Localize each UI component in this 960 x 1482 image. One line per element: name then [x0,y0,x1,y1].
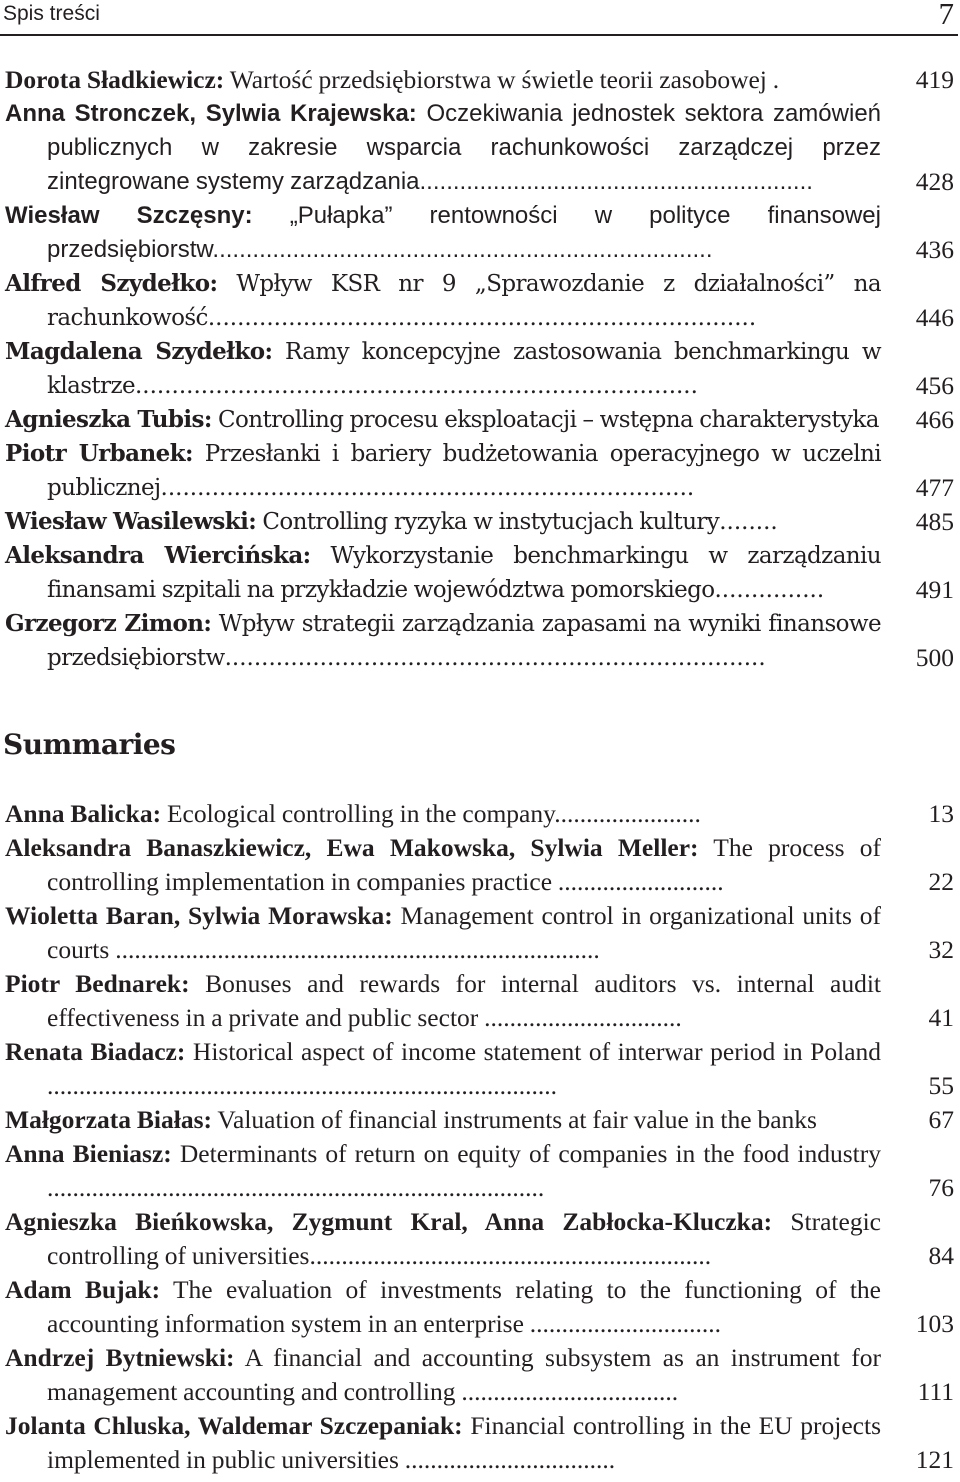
section-heading-summaries: Summaries [3,728,176,761]
toc-entry-leader: ............................................................... [309,1241,712,1270]
toc-entry-leader: ....................... [554,799,701,828]
toc-entry[interactable] [5,403,960,437]
toc-entry-text [5,437,881,505]
toc-entry-page: 436 [915,235,954,264]
toc-entry-text [5,797,881,831]
toc-entry-leader: ................................. [398,1445,616,1474]
toc-entry-page: 456 [915,371,954,400]
toc-entry-page: 55 [928,1071,954,1100]
toc-entry-page: 111 [917,1377,954,1406]
toc-entry-text [5,1035,881,1103]
toc-entry-page: 419 [915,65,954,94]
toc-entry[interactable] [5,437,960,505]
toc-entry-leader: ............................................................................. [134,373,698,399]
toc-entry[interactable] [5,97,960,199]
toc-entry-author: Magdalena Szydełko: [5,338,273,365]
toc-entry-leader: ................................................................................ [47,1071,557,1100]
toc-entry[interactable] [5,1341,960,1409]
toc-entry-author: Piotr Bednarek: [5,969,190,998]
toc-entry[interactable] [5,199,960,267]
toc-entry-text [5,1137,881,1205]
toc-entry[interactable] [5,1035,960,1103]
toc-entry-text [5,1273,881,1341]
toc-entry-title: Wpływ strategii zarządzania zapasami na wyniki finansowe przedsiębiorstw [47,611,881,671]
toc-entry-page: 22 [928,867,954,896]
toc-entry-text [5,1341,881,1409]
toc-entry-author: Aleksandra Banaszkiewicz, Ewa Makowska, Sylwia Meller: [5,833,699,862]
toc-entry-page: 13 [928,799,954,828]
toc-entry[interactable] [5,1205,960,1273]
toc-entry-author: Wiesław Szczęsny: [5,202,253,229]
toc-entry[interactable] [5,1409,960,1477]
toc-entry-title: Wykorzystanie benchmarkingu w zarządzaniu finansami szpitali na przykładzie województwa pomorskiego [47,543,881,603]
toc-entry-text [5,1409,881,1477]
toc-entry-text [5,403,881,437]
toc-entry-title: A financial and accounting subsystem as an instrument for management accounting and controlling [47,1343,881,1406]
toc-entry-title: Financial controlling in the EU projects implemented in public universities [47,1411,881,1474]
toc-entry-text [5,607,881,675]
toc-entry-author: Anna Stronczek, Sylwia Krajewska: [5,100,417,127]
toc-entry-text [5,335,881,403]
toc-entry-author: Andrzej Bytniewski: [5,1343,235,1372]
toc-entry[interactable] [5,335,960,403]
toc-entry-author: Dorota Sładkiewicz: [5,65,225,94]
toc-entry-leader: ........................................................... [419,168,813,195]
toc-entry-title: Determinants of return on equity of companies in the food industry [179,1139,882,1168]
toc-entry-text [5,505,881,539]
toc-entry-leader: ........................................................................... [207,305,757,331]
toc-entry-leader: .......................... [552,867,724,896]
toc-entry-leader: ........ [719,509,778,535]
toc-entry-text [5,199,881,267]
toc-entry-author: Wiesław Wasilewski: [5,508,257,535]
toc-entry-title: Oczekiwania jednostek sektora zamówień publicznych w zakresie wsparcia rachunkowości zarządczej przez zintegrowane systemy zarządzania [47,100,882,195]
toc-entry-title: Controlling procesu eksploatacji – wstępna charakterystyka [217,407,879,433]
toc-entry-leader: .......................................................................... [224,645,766,671]
toc-entry-author: Jolanta Chluska, Waldemar Szczepaniak: [5,1411,463,1440]
toc-entry-author: Małgorzata Białas: [5,1105,212,1134]
toc-entry-leader: .................................. [455,1377,679,1406]
toc-entry-leader: ............................... [478,1003,682,1032]
toc-entry-title: The process of controlling implementation in companies practice [47,833,881,896]
toc-entry-page: 103 [915,1309,954,1338]
toc-entry-author: Grzegorz Zimon: [5,610,212,637]
toc-entry-author: Piotr Urbanek: [5,440,193,467]
toc-entry-page: 477 [915,473,954,502]
toc-entry-title: Wartość przedsiębiorstwa w świetle teorii zasobowej [229,65,767,94]
toc-entry-leader: . [766,65,780,94]
toc-entry-text [5,899,881,967]
running-head: Spis treści [3,2,100,25]
toc-entry-author: Agnieszka Bieńkowska, Zygmunt Kral, Anna Zabłocka-Kluczka: [5,1207,773,1236]
toc-entry-leader: ............................................................................ [109,935,600,964]
toc-entry-title: Ecological controlling in the company [166,799,555,828]
toc-entry[interactable] [5,1103,960,1137]
toc-entry-author: Anna Bieniasz: [5,1139,172,1168]
toc-entry-page: 466 [915,405,954,434]
toc-entry-page: 491 [915,575,954,604]
toc-list-summaries [5,797,960,1477]
toc-entry-text [5,267,881,335]
toc-entry-title: „Pułapka” rentowności w polityce finansowej przedsiębiorstw [47,202,881,263]
toc-entry-page: 41 [928,1003,954,1032]
toc-entry[interactable] [5,1137,960,1205]
toc-entry-title: Wpływ KSR nr 9 „Sprawozdanie z działalności” na rachunkowość [47,271,882,331]
toc-entry-leader: .............................................................................. [47,1173,545,1202]
toc-entry-text [5,97,881,199]
toc-entry-page: 84 [928,1241,954,1270]
toc-entry-leader: ........................................................................... [212,236,713,263]
toc-entry-text [5,1205,881,1273]
toc-entry[interactable] [5,539,960,607]
toc-entry-leader: .............................. [523,1309,722,1338]
toc-entry[interactable] [5,1273,960,1341]
toc-entry-title: Management control in organizational units of courts [47,901,881,964]
toc-entry-text [5,831,881,899]
toc-entry-page: 76 [928,1173,954,1202]
page-number: 7 [938,0,954,31]
toc-entry-leader: ............... [714,577,825,603]
toc-entry-author: Agnieszka Tubis: [5,406,212,433]
toc-entry[interactable] [5,607,960,675]
toc-entry-text [5,539,881,607]
page-header [0,0,960,34]
toc-entry-title: Controlling ryzyka w instytucjach kultury [262,509,720,535]
toc-entry[interactable] [5,63,960,97]
toc-entry-author: Aleksandra Wiercińska: [5,542,311,569]
toc-entry[interactable] [5,797,960,831]
toc-entry[interactable] [5,967,960,1035]
toc-entry-author: Alfred Szydełko: [5,270,218,297]
toc-entry-page: 67 [928,1105,954,1134]
toc-entry-text [5,1103,881,1137]
toc-entry[interactable] [5,505,960,539]
toc-entry-page: 428 [915,167,954,196]
toc-entry-page: 485 [915,507,954,536]
toc-entry[interactable] [5,267,960,335]
toc-entry-text [5,967,881,1035]
header-divider [0,34,958,36]
toc-entry-title: Bonuses and rewards for internal auditors vs. internal audit effectiveness in a private and public sector [47,969,881,1032]
toc-entry-title: The evaluation of investments relating to the functioning of the accounting information system in an enterprise [47,1275,881,1338]
toc-entry-title: Valuation of financial instruments at fair value in the banks [217,1105,817,1134]
toc-entry-author: Renata Biadacz: [5,1037,186,1066]
toc-entry-page: 500 [915,643,954,672]
toc-entry-page: 32 [928,935,954,964]
toc-entry-author: Wioletta Baran, Sylwia Morawska: [5,901,393,930]
toc-entry-text [5,63,881,97]
toc-entry[interactable] [5,899,960,967]
toc-entry-leader: ......................................................................... [160,475,695,501]
toc-list-polish [5,63,960,675]
toc-entry-title: Strategic controlling of universities [47,1207,881,1270]
toc-entry-title: Ramy koncepcyjne zastosowania benchmarkingu w klastrze [47,339,882,399]
toc-entry-author: Anna Balicka: [5,799,162,828]
toc-entry-author: Adam Bujak: [5,1275,161,1304]
toc-entry-page: 446 [915,303,954,332]
toc-entry[interactable] [5,831,960,899]
toc-entry-title: Historical aspect of income statement of interwar period in Poland [192,1037,882,1066]
toc-entry-page: 121 [915,1445,954,1474]
toc-entry-title: Przesłanki i bariery budżetowania operacyjnego w uczelni publicznej [47,441,882,501]
